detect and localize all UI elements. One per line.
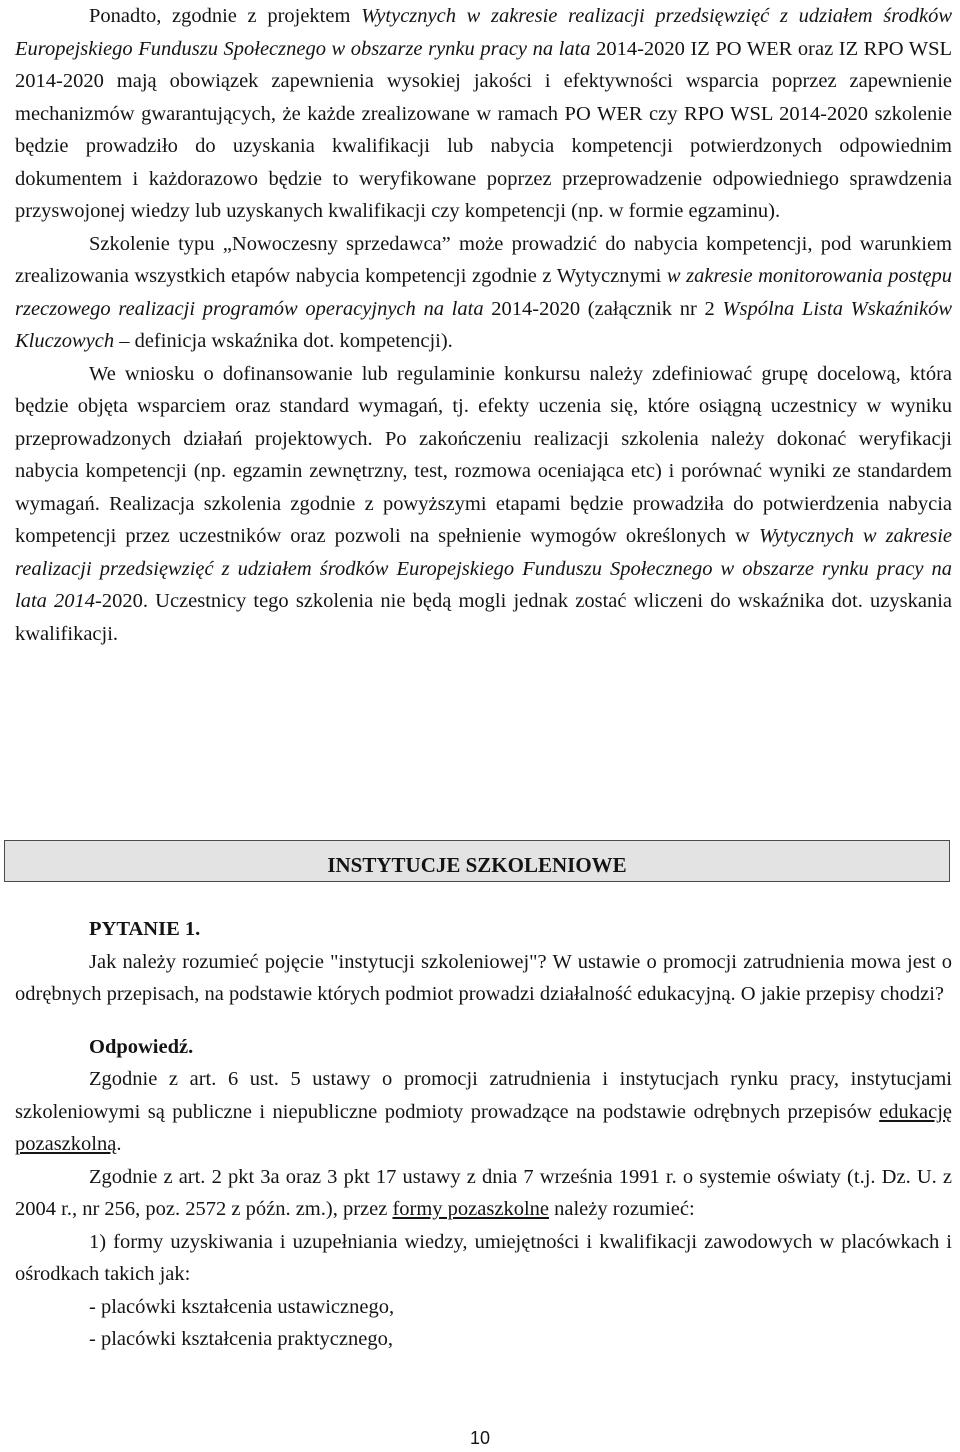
answer-paragraph-3: 1) formy uzyskiwania i uzupełniania wiedzy, umiejętności i kwalifikacji zawodowych w placówkach i ośrodkach takich jak: bbox=[15, 1230, 952, 1285]
section-banner: INSTYTUCJE SZKOLENIOWE bbox=[4, 840, 950, 882]
question-text: Jak należy rozumieć pojęcie "instytucji szkoleniowej"? W ustawie o promocji zatrudnienia mowa jest o odrębnych przepisach, na podstawie których podmiot prowadzi działalność edukacyjną. O jakie przepisy chodzi? bbox=[15, 950, 952, 1005]
paragraph-application: We wniosku o dofinansowanie lub regulaminie konkursu należy zdefiniować grupę docelową, która będzie objęta wsparciem oraz standard wymagań, tj. efekty uczenia się, które osiągną uczestnicy w wyniku przeprowadzonych działań projektowych. Po zakończeniu realizacji szkolenia należy dokonać weryfikacji nabycia kompetencji (np. egzamin zewnętrzny, test, rozmowa oceniająca etc) i porównać wyniki ze standardem wymagań. Realizacja szkolenia zgodnie z powyższymi etapami będzie prowadziła do potwierdzenia nabycia kompetencji przez uczestników oraz pozwoli na spełnienie wymogów określonych w Wytycznych w zakresie realizacji przedsięwzięć z udziałem środków Europejskiego Funduszu Społecznego w obszarze rynku pracy na lata 2014-2020. Uczestnicy tego szkolenia nie będą mogli jednak zostać wliczeni do wskaźnika dot. uzyskania kwalifikacji. bbox=[15, 362, 952, 645]
list-item: - placówki kształcenia praktycznego, bbox=[89, 1328, 393, 1350]
qa-section bbox=[15, 913, 952, 1356]
answer-paragraph-1: Zgodnie z art. 6 ust. 5 ustawy o promocji zatrudnienia i instytucjach rynku pracy, instytucjami szkoleniowymi są publiczne i niepubliczne podmioty prowadzące na podstawie odrębnych przepisów edukację pozaszkolną. bbox=[15, 1068, 952, 1155]
page-number: 10 bbox=[469, 1428, 491, 1448]
answer-paragraph-2: Zgodnie z art. 2 pkt 3a oraz 3 pkt 17 ustawy z dnia 7 września 1991 r. o systemie oświaty (t.j. Dz. U. z 2004 r., nr 256, poz. 2572 z późn. zm.), przez formy pozaszkolne należy rozumieć: bbox=[15, 1165, 952, 1220]
question-heading: PYTANIE 1. bbox=[89, 918, 201, 940]
document-page bbox=[15, 0, 952, 650]
paragraph-guidelines: Ponadto, zgodnie z projektem Wytycznych w zakresie realizacji przedsięwzięć z udziałem środków Europejskiego Funduszu Społecznego w obszarze rynku pracy na lata 2014-2020 IZ PO WER oraz IZ RPO WSL 2014-2020 mają obowiązek zapewnienia wysokiej jakości i efektywności wsparcia poprzez zapewnienie mechanizmów gwarantujących, że każde zrealizowane w ramach PO WER czy RPO WSL 2014-2020 szkolenie będzie prowadziło do uzyskania kwalifikacji lub nabycia kompetencji potwierdzonych odpowiednim dokumentem i każdorazowo będzie to weryfikowane poprzez przeprowadzenie odpowiedniego sprawdzenia przyswojonej wiedzy lub uzyskanych kwalifikacji czy kompetencji (np. w formie egzaminu). bbox=[15, 5, 952, 222]
list-item: - placówki kształcenia ustawicznego, bbox=[89, 1295, 395, 1318]
answer-heading: Odpowiedź. bbox=[89, 1035, 194, 1058]
paragraph-modern-seller: Szkolenie typu „Nowoczesny sprzedawca” może prowadzić do nabycia kompetencji, pod warunkiem zrealizowania wszystkich etapów nabycia kompetencji zgodnie z Wytycznymi w zakresie monitorowania postępu rzeczowego realizacji programów operacyjnych na lata 2014-2020 (załącznik nr 2 Wspólna Lista Wskaźników Kluczowych – definicja wskaźnika dot. kompetencji). bbox=[15, 232, 952, 352]
